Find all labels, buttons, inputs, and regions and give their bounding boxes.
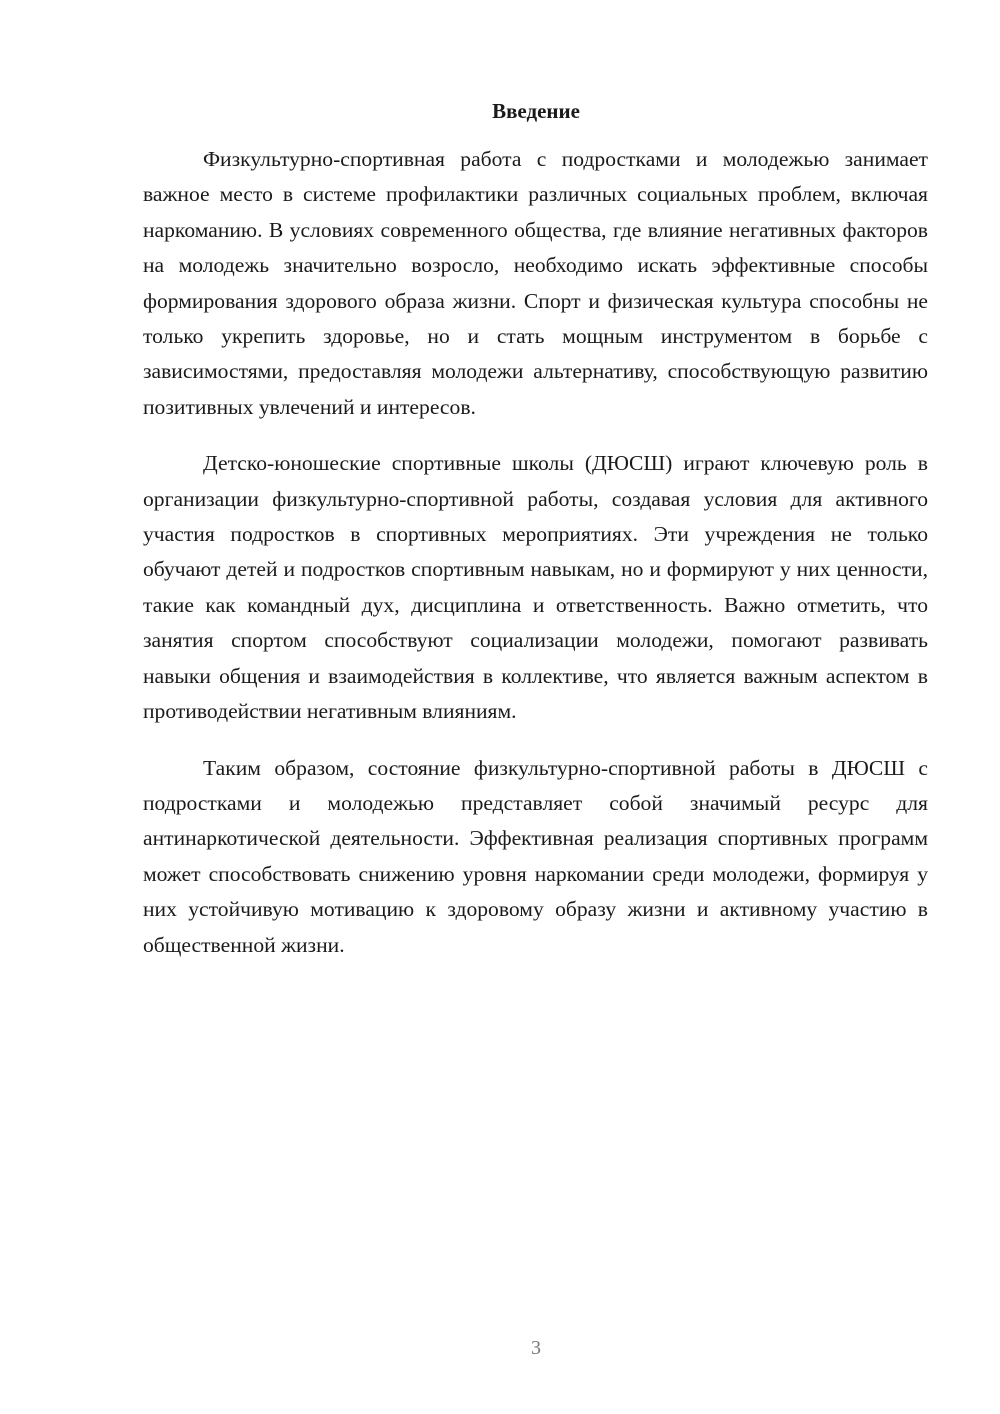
page-number: 3 (531, 1337, 541, 1359)
paragraph-2: Детско-юношеские спортивные школы (ДЮСШ) играют ключевую роль в организации физкультурно-спортивной работы, создавая условия для активного участия подростков в спортивных мероприятиях. Эти учреждения не только обучают детей и подростков спортивным навыкам, но и формируют у них ценности, такие как командный дух, дисциплина и ответственность. Важно отметить, что занятия спортом способствуют социализации молодежи, помогают развивать навыки общения и взаимодействия в коллективе, что является важным аспектом в противодействии негативным влияниям. (143, 451, 928, 724)
paragraph-1: Физкультурно-спортивная работа с подростками и молодежью занимает важное место в системе профилактики различных социальных проблем, включая наркоманию. В условиях современного общества, где влияние негативных факторов на молодежь значительно возросло, необходимо искать эффективные способы формирования здорового образа жизни. Спорт и физическая культура способны не только укрепить здоровье, но и стать мощным инструментом в борьбе с зависимостями, предоставляя молодежи альтернативу, способствующую развитию позитивных увлечений и интересов. (143, 147, 928, 419)
paragraph-3: Таким образом, состояние физкультурно-спортивной работы в ДЮСШ с подростками и молодежью представляет собой значимый ресурс для антинаркотической деятельности. Эффективная реализация спортивных программ может способствовать снижению уровня наркомании среди молодежи, формируя у них устойчивую мотивацию к здоровому образу жизни и активному участию в общественной жизни. (143, 755, 928, 957)
document-body (143, 142, 928, 963)
section-heading: Введение (492, 99, 580, 123)
